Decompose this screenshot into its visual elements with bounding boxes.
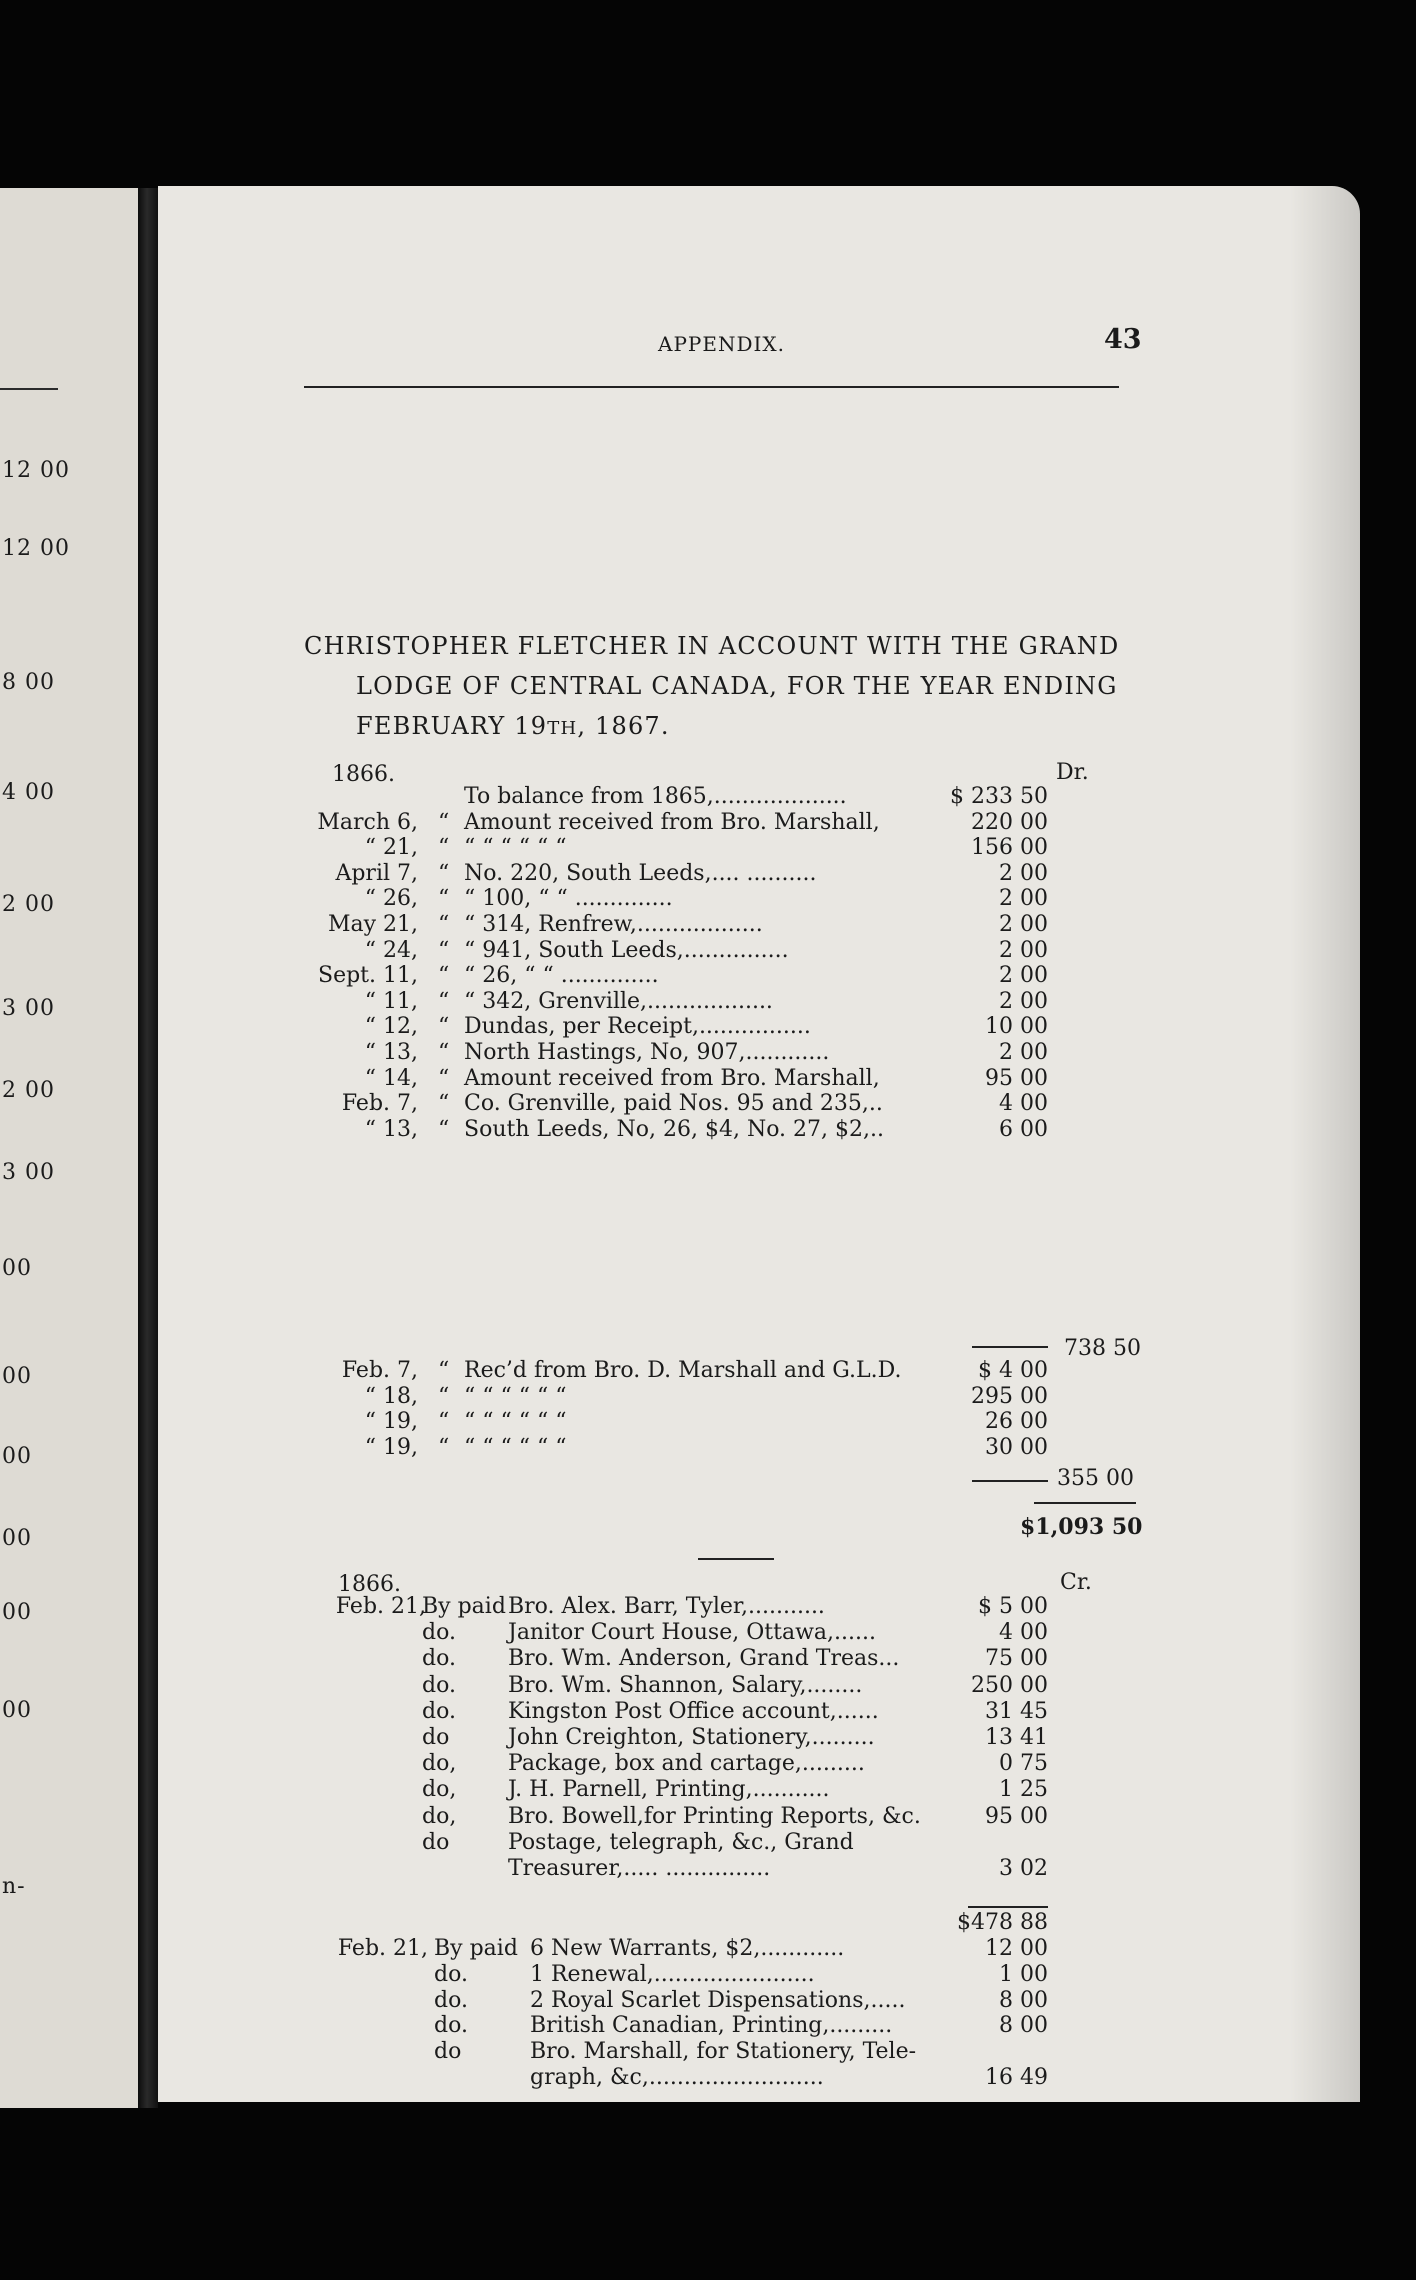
entry-mark: “ — [438, 835, 450, 861]
ledger-row — [158, 886, 1360, 912]
entry-amount: 2 00 — [999, 1040, 1048, 1065]
entry-amount: 8 00 — [999, 2013, 1048, 2039]
entry-description: No. 220, South Leeds,.... .......... — [464, 860, 817, 886]
entry-date: “ 26, — [364, 886, 418, 912]
ledger-row — [158, 938, 1360, 964]
left-page-number: 2 00 — [2, 1078, 55, 1103]
entry-description: “ 100, “ “ .............. — [464, 886, 673, 912]
entry-amount: 16 49 — [985, 2065, 1048, 2090]
entry-amount: 12 00 — [985, 1936, 1048, 1961]
debit-subtotal-rule-2 — [972, 1480, 1048, 1482]
entry-description: Rec’d from Bro. D. Marshall and G.L.D. — [464, 1358, 902, 1383]
entry-mark: do — [434, 2039, 462, 2065]
entry-description: J. H. Parnell, Printing,........... — [508, 1777, 830, 1803]
entry-mark: By paid — [434, 1936, 518, 1961]
entry-amount: 220 00 — [971, 809, 1048, 835]
entry-amount: 26 00 — [985, 1409, 1048, 1435]
left-page-number: 3 00 — [2, 996, 55, 1021]
entry-amount: 2 00 — [999, 912, 1048, 937]
entry-description: 2 Royal Scarlet Dispensations,..... — [530, 1987, 906, 2013]
entry-amount: 31 45 — [985, 1698, 1048, 1724]
left-page-number: 8 00 — [2, 670, 55, 695]
header-rule — [304, 386, 1119, 388]
entry-amount: 8 00 — [999, 1987, 1048, 2013]
ledger-row — [158, 810, 1360, 836]
entry-amount: 95 00 — [985, 1803, 1048, 1829]
entry-description: “ 941, South Leeds,............... — [464, 937, 789, 963]
entry-mark: By paid — [422, 1594, 506, 1619]
entry-amount: 4 00 — [999, 1091, 1048, 1117]
entry-mark: do. — [422, 1620, 456, 1646]
ledger-row — [158, 1646, 1360, 1672]
entry-description: Janitor Court House, Ottawa,...... — [508, 1620, 876, 1646]
entry-amount: 30 00 — [985, 1434, 1048, 1460]
entry-amount: $ 5 00 — [978, 1594, 1048, 1619]
book-gutter — [138, 188, 158, 2108]
entry-amount: 3 02 — [999, 1856, 1048, 1881]
left-page-number: 4 00 — [2, 780, 55, 805]
entry-description: Bro. Wm. Anderson, Grand Treas... — [508, 1646, 900, 1672]
entry-mark: do. — [422, 1672, 456, 1698]
entry-description: Bro. Marshall, for Stationery, Tele- — [530, 2039, 917, 2065]
right-page — [158, 186, 1360, 2102]
entry-description: Bro. Alex. Barr, Tyler,........... — [508, 1594, 825, 1619]
left-page-number: 12 00 — [2, 536, 70, 561]
title-line-2: LODGE OF CENTRAL CANADA, FOR THE YEAR ENDING — [356, 672, 1118, 700]
credit-label: Cr. — [1060, 1570, 1092, 1595]
ledger-row — [158, 1936, 1360, 1962]
entry-mark: do. — [434, 1961, 468, 1987]
debit-subtotal-2: 355 00 — [1057, 1466, 1134, 1491]
entry-description: Postage, telegraph, &c., Grand — [508, 1829, 854, 1855]
debit-subtotal-1: 738 50 — [1064, 1336, 1141, 1361]
ledger-row — [158, 1962, 1360, 1988]
entry-amount: 250 00 — [971, 1672, 1048, 1698]
credit-year: 1866. — [338, 1572, 401, 1597]
entry-mark: do. — [422, 1646, 456, 1672]
entry-amount: 4 00 — [999, 1620, 1048, 1646]
entry-mark: do, — [422, 1751, 457, 1777]
debit-subtotal-rule-1 — [972, 1346, 1048, 1348]
entry-amount: 6 00 — [999, 1116, 1048, 1142]
entry-amount: 2 00 — [999, 988, 1048, 1014]
left-page-number: 00 — [2, 1698, 32, 1723]
entry-date: May 21, — [327, 912, 418, 937]
entry-mark: do. — [434, 2013, 468, 2039]
entry-description: “ 26, “ “ .............. — [464, 963, 659, 989]
ledger-row — [158, 861, 1360, 887]
ledger-row — [158, 1830, 1360, 1856]
entry-mark: “ — [438, 860, 450, 886]
entry-amount: 1 00 — [999, 1961, 1048, 1987]
ledger-row — [158, 1014, 1360, 1040]
left-page-number: n- — [2, 1874, 26, 1899]
entry-date: Feb. 21, — [337, 1936, 428, 1961]
entry-description: 6 New Warrants, $2,............ — [530, 1936, 845, 1961]
page-number: 43 — [1104, 324, 1142, 355]
entry-date: Sept. 11, — [318, 963, 418, 989]
entry-date: “ 14, — [364, 1065, 418, 1091]
ledger-row — [158, 1751, 1360, 1777]
entry-description: Bro. Bowell,for Printing Reports, &c. — [508, 1803, 921, 1829]
ledger-row — [158, 1594, 1360, 1620]
entry-mark: “ — [438, 937, 450, 963]
left-page-number: 12 00 — [2, 458, 70, 483]
entry-description: Amount received from Bro. Marshall, — [464, 1065, 880, 1091]
title-line-3-pre: FEBRUARY 19 — [356, 712, 548, 740]
debit-total: $1,093 50 — [1020, 1514, 1143, 1540]
ledger-row — [158, 1804, 1360, 1830]
credit-subtotal: $478 88 — [957, 1910, 1048, 1935]
entry-mark: do. — [422, 1698, 456, 1724]
entry-mark: do, — [422, 1803, 457, 1829]
entry-mark: “ — [438, 1116, 450, 1142]
entry-description: South Leeds, No, 26, $4, No. 27, $2,.. — [464, 1116, 884, 1142]
entry-date: April 7, — [335, 860, 418, 886]
entry-mark: “ — [438, 1358, 450, 1383]
entry-mark: “ — [438, 1014, 450, 1040]
entry-amount: 295 00 — [971, 1383, 1048, 1409]
ledger-row — [158, 1856, 1360, 1882]
entry-mark: “ — [438, 963, 450, 989]
entry-mark: “ — [438, 1409, 450, 1435]
credit-subtotal-rule — [968, 1906, 1048, 1908]
entry-mark: do, — [422, 1777, 457, 1803]
entry-amount: 75 00 — [985, 1646, 1048, 1672]
debit-label: Dr. — [1056, 760, 1089, 785]
ledger-row — [158, 784, 1360, 810]
entry-date: March 6, — [317, 809, 418, 835]
section-divider — [698, 1558, 774, 1560]
entry-date: “ 11, — [364, 988, 418, 1014]
left-page-number: 3 00 — [2, 1160, 55, 1185]
entry-amount: 2 00 — [999, 860, 1048, 886]
debit-total-rule — [1034, 1502, 1136, 1504]
ledger-row — [158, 1988, 1360, 2014]
title-line-1: CHRISTOPHER FLETCHER IN ACCOUNT WITH THE GRAND — [304, 632, 1120, 660]
entry-description: To balance from 1865,................... — [464, 784, 847, 809]
entry-description: British Canadian, Printing,......... — [530, 2013, 893, 2039]
entry-mark: “ — [438, 1091, 450, 1117]
entry-date: “ 12, — [364, 1014, 418, 1040]
ledger-row — [158, 835, 1360, 861]
entry-date: “ 18, — [364, 1383, 418, 1409]
ledger-row — [158, 1409, 1360, 1435]
entry-mark: “ — [438, 886, 450, 912]
ledger-row — [158, 2039, 1360, 2065]
entry-description: Bro. Wm. Shannon, Salary,........ — [508, 1672, 863, 1698]
entry-description: Amount received from Bro. Marshall, — [464, 809, 880, 835]
title-line-3 — [356, 712, 670, 740]
left-page-number: 00 — [2, 1256, 32, 1281]
entry-date: “ 13, — [364, 1040, 418, 1065]
entry-mark: “ — [438, 809, 450, 835]
ledger-row — [158, 1091, 1360, 1117]
ledger-row — [158, 2013, 1360, 2039]
entry-amount: 2 00 — [999, 937, 1048, 963]
ledger-row — [158, 1358, 1360, 1384]
entry-description: “ “ “ “ “ “ — [464, 1434, 567, 1460]
entry-amount: $ 233 50 — [950, 784, 1048, 809]
ledger-row — [158, 1435, 1360, 1461]
left-page-number: 00 — [2, 1526, 32, 1551]
entry-amount: 0 75 — [999, 1751, 1048, 1777]
ledger-row — [158, 1117, 1360, 1143]
entry-mark: “ — [438, 1040, 450, 1065]
entry-amount: 156 00 — [971, 835, 1048, 861]
entry-description: Kingston Post Office account,...... — [508, 1698, 879, 1724]
entry-mark: do. — [434, 1987, 468, 2013]
entry-description: “ “ “ “ “ “ — [464, 1383, 567, 1409]
entry-description: Dundas, per Receipt,................ — [464, 1014, 811, 1040]
entry-description: graph, &c,......................... — [530, 2065, 824, 2090]
debit-year: 1866. — [332, 762, 395, 787]
entry-description: 1 Renewal,....................... — [530, 1961, 815, 1987]
entry-description: Package, box and cartage,......... — [508, 1751, 865, 1777]
entry-mark: “ — [438, 988, 450, 1014]
left-page-number: 00 — [2, 1364, 32, 1389]
entry-date: “ 19, — [364, 1434, 418, 1460]
ledger-row — [158, 1040, 1360, 1066]
ledger-row — [158, 1777, 1360, 1803]
ledger-row — [158, 912, 1360, 938]
entry-date: “ 19, — [364, 1409, 418, 1435]
entry-mark: do — [422, 1829, 450, 1855]
entry-mark: “ — [438, 1383, 450, 1409]
ledger-row — [158, 963, 1360, 989]
entry-mark: “ — [438, 1065, 450, 1091]
entry-amount: 95 00 — [985, 1065, 1048, 1091]
entry-amount: 2 00 — [999, 886, 1048, 912]
ledger-row — [158, 1384, 1360, 1410]
title-line-3-sup: TH — [547, 718, 578, 739]
entry-amount: $ 4 00 — [978, 1358, 1048, 1383]
entry-amount: 2 00 — [999, 963, 1048, 989]
title-line-3-post: , 1867. — [577, 712, 670, 740]
entry-date: Feb. 7, — [341, 1358, 418, 1383]
running-head: APPENDIX. — [658, 332, 785, 356]
entry-description: John Creighton, Stationery,......... — [508, 1725, 875, 1750]
ledger-row — [158, 1673, 1360, 1699]
left-page-number: 2 00 — [2, 892, 55, 917]
entry-date: “ 21, — [364, 835, 418, 861]
left-page — [0, 188, 138, 2108]
entry-amount: 13 41 — [985, 1725, 1048, 1750]
entry-date: “ 24, — [364, 937, 418, 963]
entry-amount: 1 25 — [999, 1777, 1048, 1803]
ledger-row — [158, 1725, 1360, 1751]
ledger-row — [158, 2065, 1360, 2091]
ledger-row — [158, 989, 1360, 1015]
entry-description: “ 314, Renfrew,.................. — [464, 912, 763, 937]
entry-description: North Hastings, No, 907,............ — [464, 1040, 830, 1065]
left-page-rule — [0, 388, 58, 390]
entry-description: Co. Grenville, paid Nos. 95 and 235,.. — [464, 1091, 883, 1117]
entry-description: “ “ “ “ “ “ — [464, 1409, 567, 1435]
entry-amount: 10 00 — [985, 1014, 1048, 1040]
entry-mark: “ — [438, 1434, 450, 1460]
entry-description: “ “ “ “ “ “ — [464, 835, 567, 861]
ledger-row — [158, 1620, 1360, 1646]
ledger-row — [158, 1699, 1360, 1725]
entry-mark: “ — [438, 912, 450, 937]
entry-description: Treasurer,..... ............... — [508, 1856, 771, 1881]
left-page-number: 00 — [2, 1444, 32, 1469]
entry-description: “ 342, Grenville,.................. — [464, 988, 773, 1014]
entry-date: “ 13, — [364, 1116, 418, 1142]
entry-mark: do — [422, 1725, 450, 1750]
left-page-number: 00 — [2, 1600, 32, 1625]
ledger-row — [158, 1066, 1360, 1092]
entry-date: Feb. 21, — [335, 1594, 426, 1619]
entry-date: Feb. 7, — [341, 1091, 418, 1117]
